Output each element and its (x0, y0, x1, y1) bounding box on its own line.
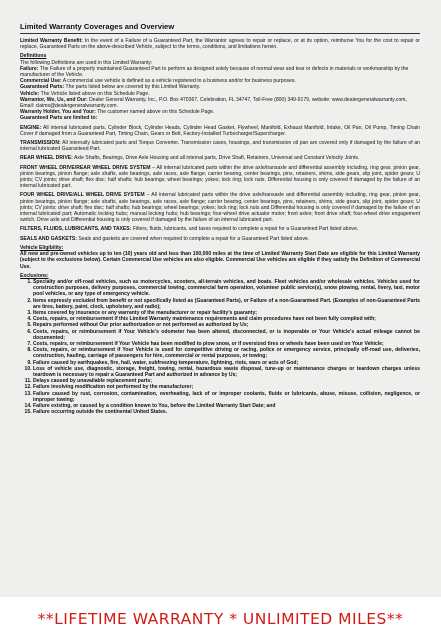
eligibility-text: All new and pre-owned vehicles up to ten (10) years old and less than 100,000 miles at the time of Limited Warranty Start Date are eligible for this Limited Warranty (subject to the exclusions below). Certain Commercial Use vehicles are also eligible. Commercial Use vehicles are eligible if they satisfy the Definition of Commercial Use. (20, 251, 420, 270)
coverage-section (20, 236, 420, 242)
coverage-section-text: All internally lubricated parts and Torque Converter. Transmission cases, housings, and transmission oil pan are covered only if damaged by the failure of an internal lubricated Guaranteed Part. (20, 140, 420, 153)
guaranteed-parts-intro: Guaranteed Parts are limited to: (20, 115, 98, 122)
coverage-section (20, 125, 420, 137)
exclusion-item: 5. Repairs performed without Our prior authorization or not performed as authorized by Us; (33, 322, 420, 328)
exclusion-item: 13. Failure caused by rust, corrosion, contamination, overheating, lack of or improper coolants, fluids or lubricants, abuse, misuse, collision, negligence, or improper towing; (33, 391, 420, 403)
coverage-section-text: – All internal lubricated parts within the drive axle/transaxle and differential assembly including, ring gear, pinion gear, pinion bearings, pinion flange; axle shafts, axle bearings, axle races, axle flange; carrier bearing, center bearings, pins, retainers, shims, side gears, slip joint, spider gears; U joints; CV joints; drive shaft; flex disc; half shafts; hub bearings; wheel bearings; yokes; lock ring; lock nuts and Differential housing is only covered if damaged by the failure of an internal lubricated part; Automatic locking hubs; manual locking hubs; hub bearings; four-wheel drive actuator motor; front axles; front drive shaft; four-wheel drive engagement switch. Drive axle and Differential housing is only covered if damaged by the failure of an internal lubricated part. (20, 192, 420, 224)
coverage-section (20, 165, 420, 190)
definition-term: Warranty Holder, You and Your: (20, 109, 96, 116)
coverage-section-label: TRANSMISSION: (20, 140, 61, 147)
exclusion-item: 11. Delays caused by unavailable replacement parts; (33, 378, 420, 384)
title-divider (20, 33, 420, 34)
document-title: Limited Warranty Coverages and Overview (20, 22, 175, 31)
definition-term: Commercial Use: (20, 78, 62, 85)
coverage-section-label: REAR WHEEL DRIVE: (20, 155, 73, 162)
definition-item (20, 66, 420, 78)
coverage-section-label: FRONT WHEEL DRIVE/REAR WHEEL DRIVE SYSTEM (20, 164, 151, 171)
exclusion-item: 9. Failure caused by earthquakes, fire, hail, water, subfreezing temperature, lightning, riots, wars or acts of God; (33, 360, 420, 366)
exclusions-list (20, 279, 420, 415)
document-body (20, 22, 420, 415)
definition-term: Warrantor, We, Us, and Our: (20, 96, 88, 103)
definition-term: Vehicle: (20, 90, 40, 97)
coverage-section-text: – All internal lubricated parts within the drive axle/transaxle and differential assembly including, ring gear, pinion gear, pinion bearings, pinion flange; axle shafts, axle bearings, axle races, axle flange; carrier bearing, center bearings, pins, retainers, shims, side gears, slip joint, spider gears; U joints; CV joints; drive shaft; flex disc; half shafts; hub bearings; wheel bearings; yokes; lock ring; lock nuts. Differential housing is only covered if damaged by the failure of an internal lubricated part. (20, 164, 420, 190)
definitions-list (20, 66, 420, 116)
definition-term: Failure: (20, 65, 39, 72)
coverage-section-label: SEALS AND GASKETS: (20, 235, 77, 242)
exclusions-heading: Exclusions: (20, 272, 49, 279)
definitions-heading: Definitions (20, 53, 47, 60)
coverage-section-text: Filters, fluids, lubricants, and taxes required to complete a repair for a Guaranteed Part listed above. (132, 226, 359, 233)
coverage-sections (20, 125, 420, 242)
definition-item (20, 97, 420, 109)
benefit-paragraph (20, 38, 420, 50)
exclusion-item: 2. Items expressly excluded from benefit or not specifically listed as (Guaranteed Parts), or Failure of a non-Guaranteed Part. (Examples of non-Guaranteed Parts are tires, battery, paint, clock, upholstery, and radio); (33, 298, 420, 310)
definition-text: A commercial use vehicle is defined as a vehicle registered to a business and/or for business purposes. (62, 78, 296, 85)
warranty-banner (0, 597, 441, 640)
coverage-section-text: Seals and gaskets are covered when required to complete a repair for a Guaranteed Part listed above. (78, 235, 310, 242)
exclusion-item: 15. Failure occurring outside the continental United States. (33, 409, 420, 415)
definition-text: The customer named above on this Schedule Page. (97, 109, 215, 116)
definition-term: Guaranteed Parts: (20, 84, 65, 91)
coverage-section (20, 226, 420, 232)
exclusion-item: 7. Costs, repairs, or reimbursement if Your Vehicle has been modified to plow snow, or if oversized tires or wheels have been used on Your Vehicle; (33, 341, 420, 347)
exclusion-item: 8. Costs, repairs, or reimbursement if Your Vehicle is used for competitive driving or racing, police or emergency service, principally off-road use, deliveries, construction, hauling, carriage of passengers for hire, commercial or rental purposes, or towing; (33, 347, 420, 359)
coverage-section-label: FILTERS, FLUIDS, LUBRICANTS, AND TAXES: (20, 226, 132, 233)
exclusion-item: 6. Costs, repairs, or reimbursement if Your Vehicle's odometer has been altered, disconnected, or is inoperable or Your Vehicle's actual mileage cannot be documented; (33, 329, 420, 341)
definition-text: The Failure of a properly maintained Guaranteed Part to perform as designed solely because of normal wear and tear or defects in materials or workmanship by the manufacturer of the Vehicle. (20, 65, 409, 79)
exclusion-item: 1. Specialty and/or off-road vehicles, such as motorcycles, scooters, all-terrain vehicles, and boats. Fleet vehicles and/or wholesale vehicles. Vehicles used for construction purposes, delivery purposes, commercial towing, commercial farm operation, volunteer public service(s), snow plowing, rental, livery, taxi, motor pool vehicles, or any type of emergency vehicle. (33, 279, 420, 298)
exclusion-item: 4. Costs, repairs, or reimbursement if this Limited Warranty maintenance requirements and claim procedures have not been fully complied with; (33, 316, 420, 322)
exclusion-item: 12. Failure involving modification not performed by the manufacturer; (33, 384, 420, 390)
eligibility-heading: Vehicle Eligibility: (20, 244, 64, 251)
definitions-intro: The following Definitions are used in this Limited Warranty: (20, 59, 153, 66)
coverage-section (20, 192, 420, 223)
benefit-label: Limited Warranty Benefit: (20, 38, 83, 44)
exclusion-item: 14. Failure existing, or caused by a condition known to You, before the Limited Warranty Start Date; and (33, 403, 420, 409)
coverage-section (20, 155, 420, 161)
coverage-section-label: ENGINE: (20, 124, 42, 131)
benefit-text: In the event of a Failure of a Guaranteed Part, the Warrantor agrees to repair or replace, or at its option, reimburse You for the cost to repair or replace, Guaranteed Parts on the above-described Vehicle, subject to the terms, conditions, and limitations herein. (20, 38, 420, 51)
coverage-section (20, 140, 420, 152)
exclusion-item: 3. Items covered by insurance or any warranty of the manufacturer or repair facility's guaranty; (33, 310, 420, 316)
definition-text: The parts listed below are covered by this Limited Warranty. (65, 84, 201, 91)
coverage-section-label: FOUR WHEEL DRIVE/ALL WHEEL DRIVE SYSTEM (20, 192, 145, 199)
exclusion-item: 10. Loss of vehicle use, diagnostic, storage, freight, towing, rental, hazardous waste disposal, tune-up or maintenance charges or teardown charges unless teardown is necessary to repair a Guaranteed Part and authorized in advance by Us; (33, 366, 420, 378)
banner-text: **LIFETIME WARRANTY * UNLIMITED MILES** (37, 609, 404, 628)
definition-text: The Vehicle listed above on this Schedule Page. (40, 90, 150, 97)
coverage-section-text: All internal lubricated parts, Cylinder Block, Cylinder Heads, Cylinder Head Gasket, Flywheel, Manifold, Exhaust Manifold, Intake, Oil Pan, Oil Pump, Timing Chain Cover if damaged from a Guaranteed Part, Timing Chain, Gears or Belt, Factory-Installed Turbocharger/Supercharger. (20, 124, 420, 137)
coverage-section-text: Axle Shafts, Bearings, Drive Axle Housing and all internal parts, Drive Shaft, Retainers, Universal and Constant Velocity Joints. (73, 155, 360, 162)
definition-text: Dealer General Warranty, Inc., P.O. Box 470367, Celebration, FL 34747, Toll-Free (800) 349-9179, website: www.dealergeneralwarranty.com, Email: claims@dealergeneralwarranty.com. (20, 96, 407, 110)
